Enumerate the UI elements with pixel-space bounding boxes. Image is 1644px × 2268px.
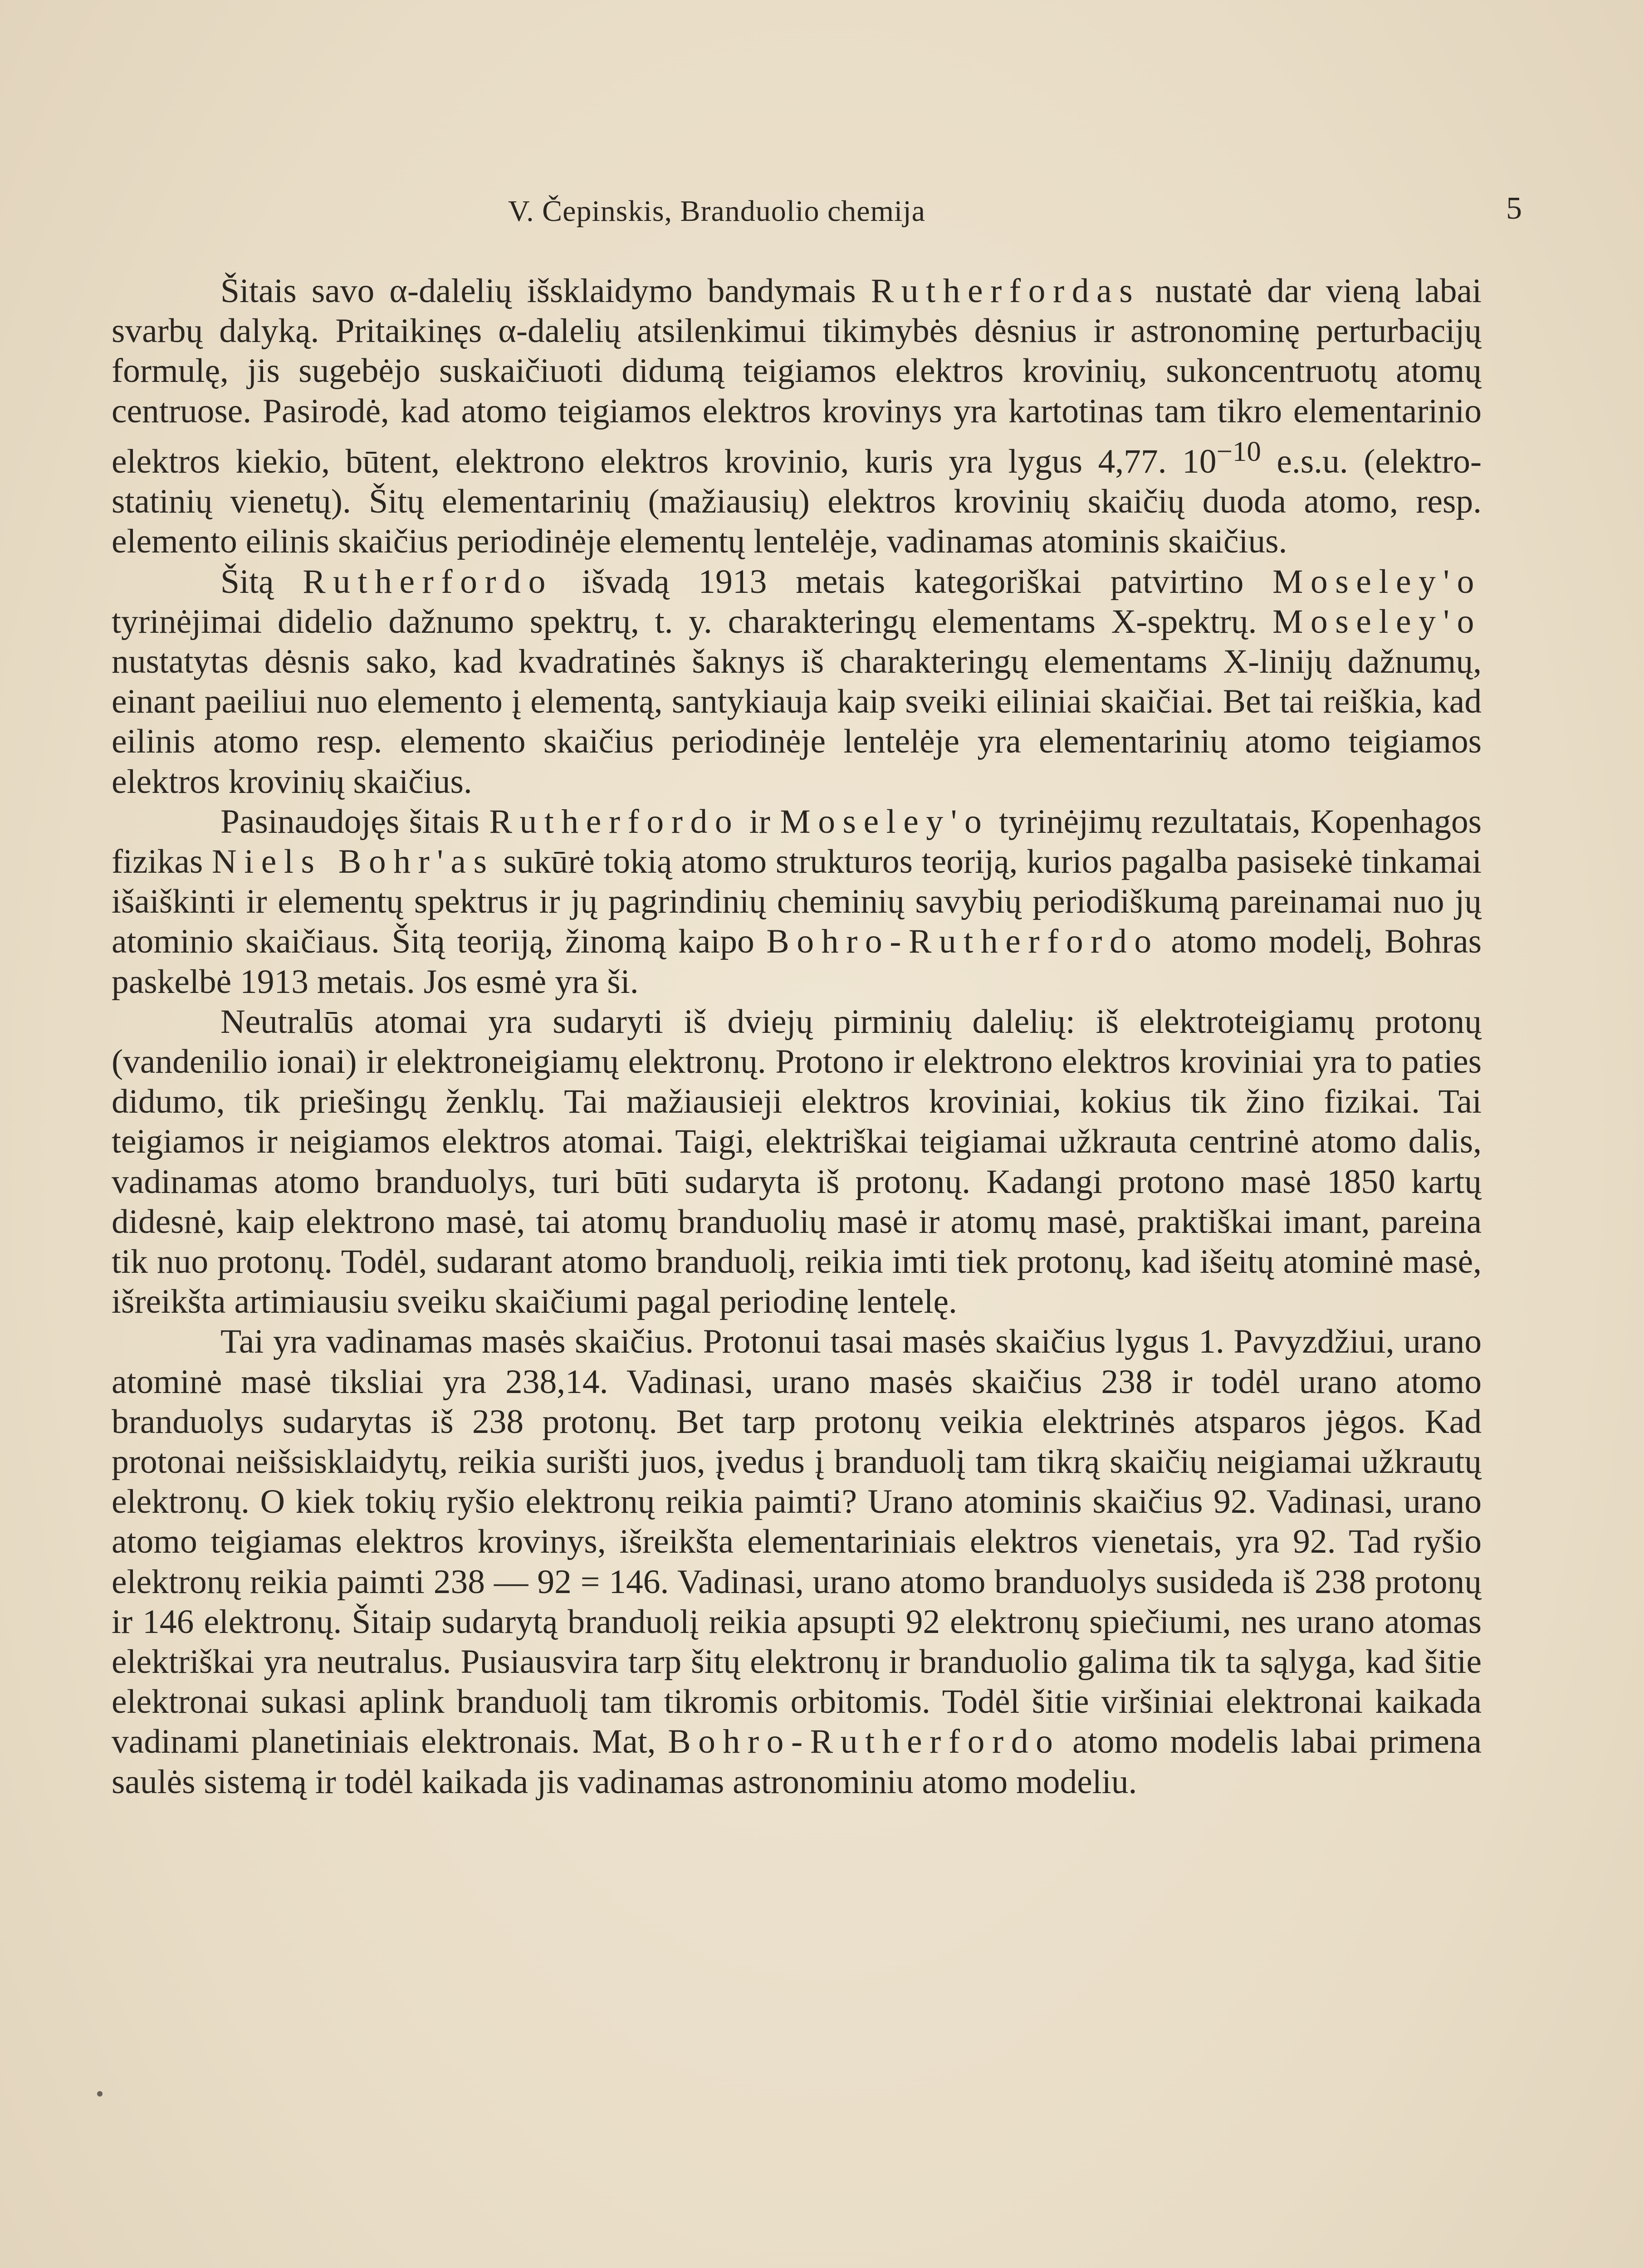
spaced-name: Moseley'o xyxy=(1272,602,1482,640)
text-run: sukūrė tokią atomo strukturos teoriją, kurios pagalba pasisekė tinkamai išaiškinti ir elementų spektrus ir jų pagrindinių cheminių savybių periodiškumą pareinamai nuo jų atominio skaičiaus. Šitą teoriją, žinomą kaipo xyxy=(112,843,1482,961)
page-header xyxy=(0,191,1644,230)
spaced-name: Moseley'o xyxy=(780,802,989,841)
text-run: nustatė dar vieną labai svarbų dalyką. Pritaikinęs α-dalelių atsilenkimui tikimybės dėsnius ir astronominę perturbacijų formulę, jis sugebėjo suskaičiuoti didumą teigiamos elektros krovinių, sukoncentruotų atomų centruose. Pasirodė, kad atomo teigiamos elektros krovinys yra kartotinas tam tikro elementarinio elektros kiekio, būtent, elektrono elektros krovinio, kuris yra lygus 4,77. 10 xyxy=(112,272,1482,480)
spaced-name: Rutherfordo xyxy=(303,562,553,601)
body-text xyxy=(112,271,1482,1802)
spaced-name: Bohro-Rutherfordo xyxy=(668,1723,1061,1761)
text-run: tyrinėjimų rezultatais, Kopenhagos fizikas xyxy=(112,802,1482,880)
paragraph xyxy=(112,1002,1482,1322)
paragraph xyxy=(112,802,1482,1002)
text-run: tyrinėjimai didelio dažnumo spektrų, t. y. charakteringų elementams X-spektrų. xyxy=(112,602,1273,640)
text-run: išvadą 1913 metais kategoriškai patvirtino xyxy=(553,562,1273,601)
text-run: atomo modelį, Bohras paskelbė 1913 metais. Jos esmė yra ši. xyxy=(112,923,1482,1001)
text-run: Tai yra vadinamas masės skaičius. Protonui tasai masės skaičius lygus 1. Pavyzdžiui, urano atominė masė tiksliai yra 238,14. Vadinasi, urano masės skaičius 238 ir todėl urano atomo branduolys sudarytas iš 238 protonų. Bet tarp protonų veikia elektrinės atsparos jėgos. Kad protonai neišsisklaidytų, reikia surišti juos, įvedus į branduolį tam tikrą skaičių neigiamai užkrautų elektronų. O kiek tokių ryšio elektronų reikia paimti? Urano atominis skaičius 92. Vadinasi, urano atomo teigiamas elektros krovinys, išreikšta elementariniais elektros vienetais, yra 92. Tad ryšio elektronų reikia paimti 238 — 92 = 146. Vadinasi, urano atomo branduolys susideda iš 238 protonų ir 146 elektronų. Šitaip sudarytą branduolį reikia apsupti 92 elektronų spiečiumi, nes urano atomas elektriškai yra neutralus. Pusiausvira tarp šitų elektronų ir branduolio galima tik ta sąlyga, kad šitie elektronai sukasi aplink branduolį tam tikromis orbitomis. Todėl šitie viršiniai elektronai kaikada vadinami planetiniais elektronais. Mat, xyxy=(112,1323,1482,1761)
spaced-name: Moseley'o xyxy=(1272,562,1482,601)
spaced-name: Niels Bohr'as xyxy=(212,843,494,880)
text-run: ir xyxy=(739,802,780,841)
text-run: e.s.u. (elektro-statinių vienetų). Šitų elementarinių (mažiausių) elektros krovinių skaičių duoda atomo, resp. elemento eilinis skaičius periodinėje elementų lentelėje, vadinamas atominis skaičius. xyxy=(112,442,1482,561)
spaced-name: Rutherfordas xyxy=(871,272,1140,310)
text-run: Šitą xyxy=(220,562,303,601)
spaced-name: Rutherfordo xyxy=(489,802,740,841)
paragraph xyxy=(112,562,1482,802)
paragraph xyxy=(112,271,1482,562)
margin-mark xyxy=(97,2091,103,2097)
text-run: nustatytas dėsnis sako, kad kvadratinės šaknys iš charakteringų elementams X-linijų dažnumų, einant paeiliui nuo elemento į elementą, santykiauja kaip sveiki eiliniai skaičiai. Bet tai reiškia, kad eilinis atomo resp. elemento skaičius periodinėje lentelėje yra elementarinių atomo teigiamos elektros krovinių skaičius. xyxy=(112,642,1482,801)
spaced-name: Bohro-Rutherfordo xyxy=(766,923,1159,961)
page-number: 5 xyxy=(1506,191,1522,226)
paragraph xyxy=(112,1322,1482,1802)
text-run: Pasinaudojęs šitais xyxy=(220,802,489,841)
text-run: Šitais savo α-dalelių išsklaidymo bandymais xyxy=(220,272,871,310)
superscript-exponent: −10 xyxy=(1216,435,1261,467)
text-run: atomo modelis labai primena saulės sistemą ir todėl kaikada jis vadinamas astronominiu atomo modeliu. xyxy=(112,1723,1482,1801)
text-run: Neutralūs atomai yra sudaryti iš dviejų pirminių dalelių: iš elektroteigiamų protonų (vandenilio ionai) ir elektroneigiamų elektronų. Protono ir elektrono elektros kroviniai yra to paties didumo, tik priešingų ženklų. Tai mažiausieji elektros kroviniai, kokius tik žino fizikai. Tai teigiamos ir neigiamos elektros atomai. Taigi, elektriškai teigiamai užkrauta centrinė atomo dalis, vadinamas atomo branduolys, turi būti sudaryta iš protonų. Kadangi protono masė 1850 kartų didesnė, kaip elektrono masė, tai atomų branduolių masė ir atomų masė, praktiškai imant, pareina tik nuo protonų. Todėl, sudarant atomo branduolį, reikia imti tiek protonų, kad išeitų atominė masė, išreikšta artimiausiu sveiku skaičiumi pagal periodinę lentelę. xyxy=(112,1002,1482,1321)
running-head: V. Čepinskis, Branduolio chemija xyxy=(508,195,925,228)
